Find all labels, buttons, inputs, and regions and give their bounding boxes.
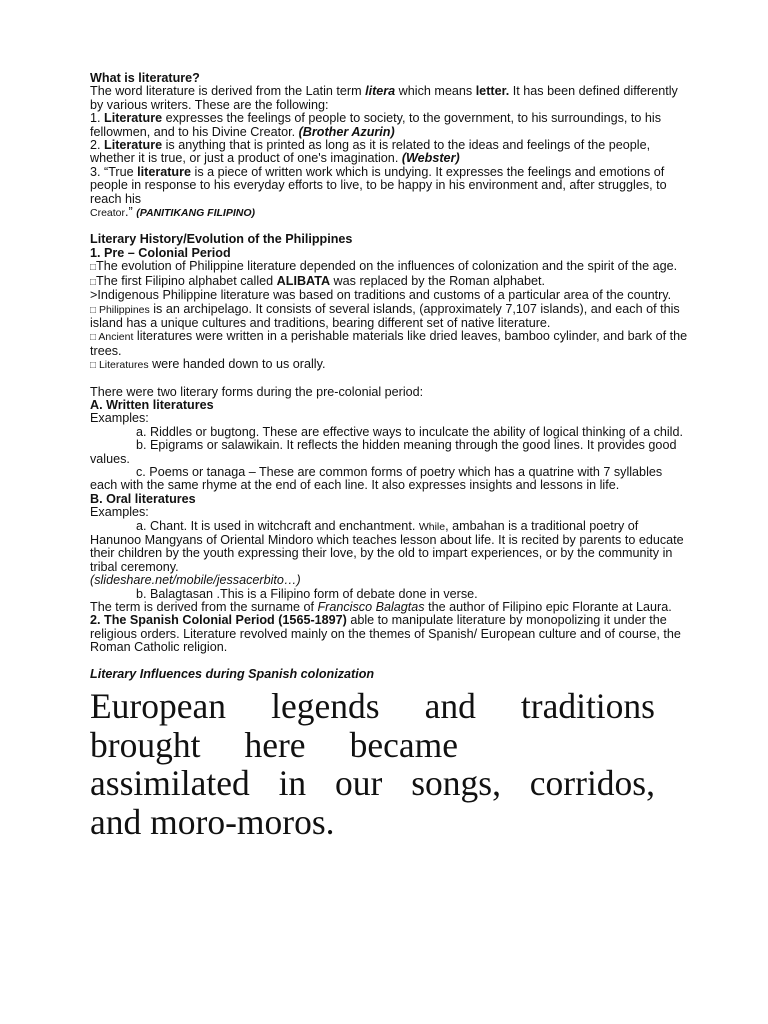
bullet-orally [90, 358, 690, 372]
term-origin [90, 601, 690, 614]
bullet-box-icon: □ [90, 360, 97, 372]
bullet-box-icon: □ [90, 332, 97, 344]
term-litera: litera [365, 84, 396, 99]
term-literature: literature [137, 164, 192, 179]
heading-text: What is literature? [90, 71, 200, 85]
example-epigrams [90, 439, 690, 466]
section-heading-precolonial [90, 247, 690, 260]
bullet-box-icon: □ [90, 304, 97, 316]
text-run: The word literature is derived from the Latin term [90, 84, 366, 99]
spanish-period [90, 614, 690, 654]
term-alibata: ALIBATA [276, 273, 331, 288]
text-run: Philippines [96, 303, 150, 316]
text-run: a. Riddles or bugtong. These are effective ways to inculcate the ability of logical thinking of a child. [136, 424, 683, 439]
section-heading-influences [90, 668, 690, 681]
text-run: which means [395, 84, 476, 99]
chant-source [90, 574, 690, 587]
large-text-line: assimilated in our songs, corridos, [90, 763, 655, 804]
text-run: were handed down to us orally. [148, 357, 326, 372]
text-run: 2. [90, 138, 105, 153]
text-run: b. Epigrams or salawikain. It reflects the hidden meaning through the good lines. It provides good values. [90, 438, 677, 466]
term-literature: Literature [104, 138, 163, 153]
text-run: Examples: [90, 505, 149, 520]
text-run: expresses the feelings of people to society, to the government, to his surroundings, to his fellowmen, and to his Divine Creator. [90, 111, 662, 139]
text-run: c. Poems or tanaga – These are common forms of poetry which has a quatrine with 7 syllables each with the same rhyme at the end of each line. It also expresses insights and lessons in life. [90, 464, 663, 493]
heading-text: 2. The Spanish Colonial Period (1565-1897) [90, 613, 347, 628]
source-citation: (Webster) [401, 151, 460, 166]
large-text-line: and moro-moros. [90, 801, 335, 842]
text-run: the author of Filipino epic Florante at Laura. [424, 600, 672, 615]
text-run: It has been defined differently by various writers. These are the following: [90, 84, 678, 112]
text-run: The evolution of Philippine literature depended on the influences of colonization and the spirit of the age. [96, 259, 678, 274]
bullet-indigenous [90, 289, 690, 302]
source-citation: (PANITIKANG FILIPINO) [136, 207, 256, 220]
text-run: , ambahan is a traditional poetry of Hanunoo Mangyans of Oriental Mindoro which teaches lesson about life. It is recited by parents to educate their children by the youth expressing their love, by the old to impart experiences, or by the community in tribal ceremony. [90, 518, 684, 574]
term-literature: Literature [104, 111, 163, 126]
subheading-written [90, 399, 690, 412]
text-run: 3. “True [90, 164, 138, 179]
text-run: There were two literary forms during the pre-colonial period: [90, 384, 424, 399]
large-quote-text [90, 687, 655, 841]
text-run: able to manipulate literature by monopolizing it under the religious orders. Literature revolved mainly on the themes of Spanish/ European culture and of course, the Roman Catholic religion. [90, 613, 681, 655]
text-run: is anything that is printed as long as it is related to the ideas and feelings of the people, whether it is true, or just a product of one's imagination. [90, 138, 651, 166]
bullet-archipelago [90, 303, 690, 331]
question-heading [90, 72, 690, 85]
text-run: was replaced by the Roman alphabet. [330, 273, 545, 288]
author-name: Francisco Balagtas [317, 600, 425, 615]
definition-1 [90, 112, 690, 139]
text-run: b. Balagtasan .This is a Filipino form of debate done in verse. [136, 586, 478, 601]
text-run: is a piece of written work which is undying. It expresses the feelings and emotions of people in response to his everyday efforts to live, to be happy in his environment and, after struggles, to reach his [90, 164, 667, 206]
subheading-oral [90, 493, 690, 506]
text-run: The term is derived from the surname of [90, 600, 318, 615]
text-run: The first Filipino alphabet called [96, 273, 277, 288]
heading-text: B. Oral literatures [90, 491, 196, 506]
heading-text: Literary History/Evolution of the Philippines [90, 232, 353, 247]
bullet-box-icon: □ [90, 262, 97, 274]
text-run: >Indigenous Philippine literature was based on traditions and customs of a particular area of the country. [90, 288, 672, 303]
large-text-line: brought here became [90, 724, 458, 765]
bullet-evolution [90, 260, 690, 274]
heading-text: 1. Pre – Colonial Period [90, 245, 231, 260]
text-run: literatures were written in a perishable materials like dried leaves, bamboo cylinder, and bark of the trees. [90, 329, 688, 358]
bullet-box-icon: □ [90, 276, 97, 288]
text-run: a. Chant. It is used in witchcraft and enchantment. [136, 518, 419, 533]
large-text-line: European legends and traditions [90, 686, 655, 727]
heading-text: Literary Influences during Spanish colonization [90, 666, 375, 681]
example-balagtasan [90, 588, 690, 601]
bullet-ancient [90, 330, 690, 358]
section-heading-history [90, 233, 690, 246]
bullet-alibata [90, 275, 690, 289]
intro-paragraph [90, 85, 690, 112]
source-citation: (Brother Azurin) [298, 124, 395, 139]
examples-label [90, 412, 690, 425]
text-run: is an archipelago. It consists of several islands, (approximately 7,107 islands), and each of this island has a unique cultures and traditions, bearing different set of native literature. [90, 301, 680, 330]
text-run: Literatures [96, 359, 149, 372]
example-riddles [90, 426, 690, 439]
text-run: .” [125, 205, 137, 220]
example-chant [90, 520, 690, 575]
text-run: While [418, 520, 446, 533]
definition-3 [90, 166, 690, 221]
example-poems [90, 466, 690, 493]
definition-2 [90, 139, 690, 166]
text-run: Ancient [96, 331, 134, 344]
text-run: Examples: [90, 411, 149, 426]
term-letter: letter. [475, 84, 510, 99]
heading-text: A. Written literatures [90, 397, 214, 412]
text-run: 1. [90, 111, 105, 126]
forms-intro [90, 386, 690, 399]
source-citation: (slideshare.net/mobile/jessacerbito…) [90, 573, 301, 588]
document-page [90, 72, 690, 841]
text-run: Creator [90, 207, 126, 220]
examples-label-2 [90, 506, 690, 519]
